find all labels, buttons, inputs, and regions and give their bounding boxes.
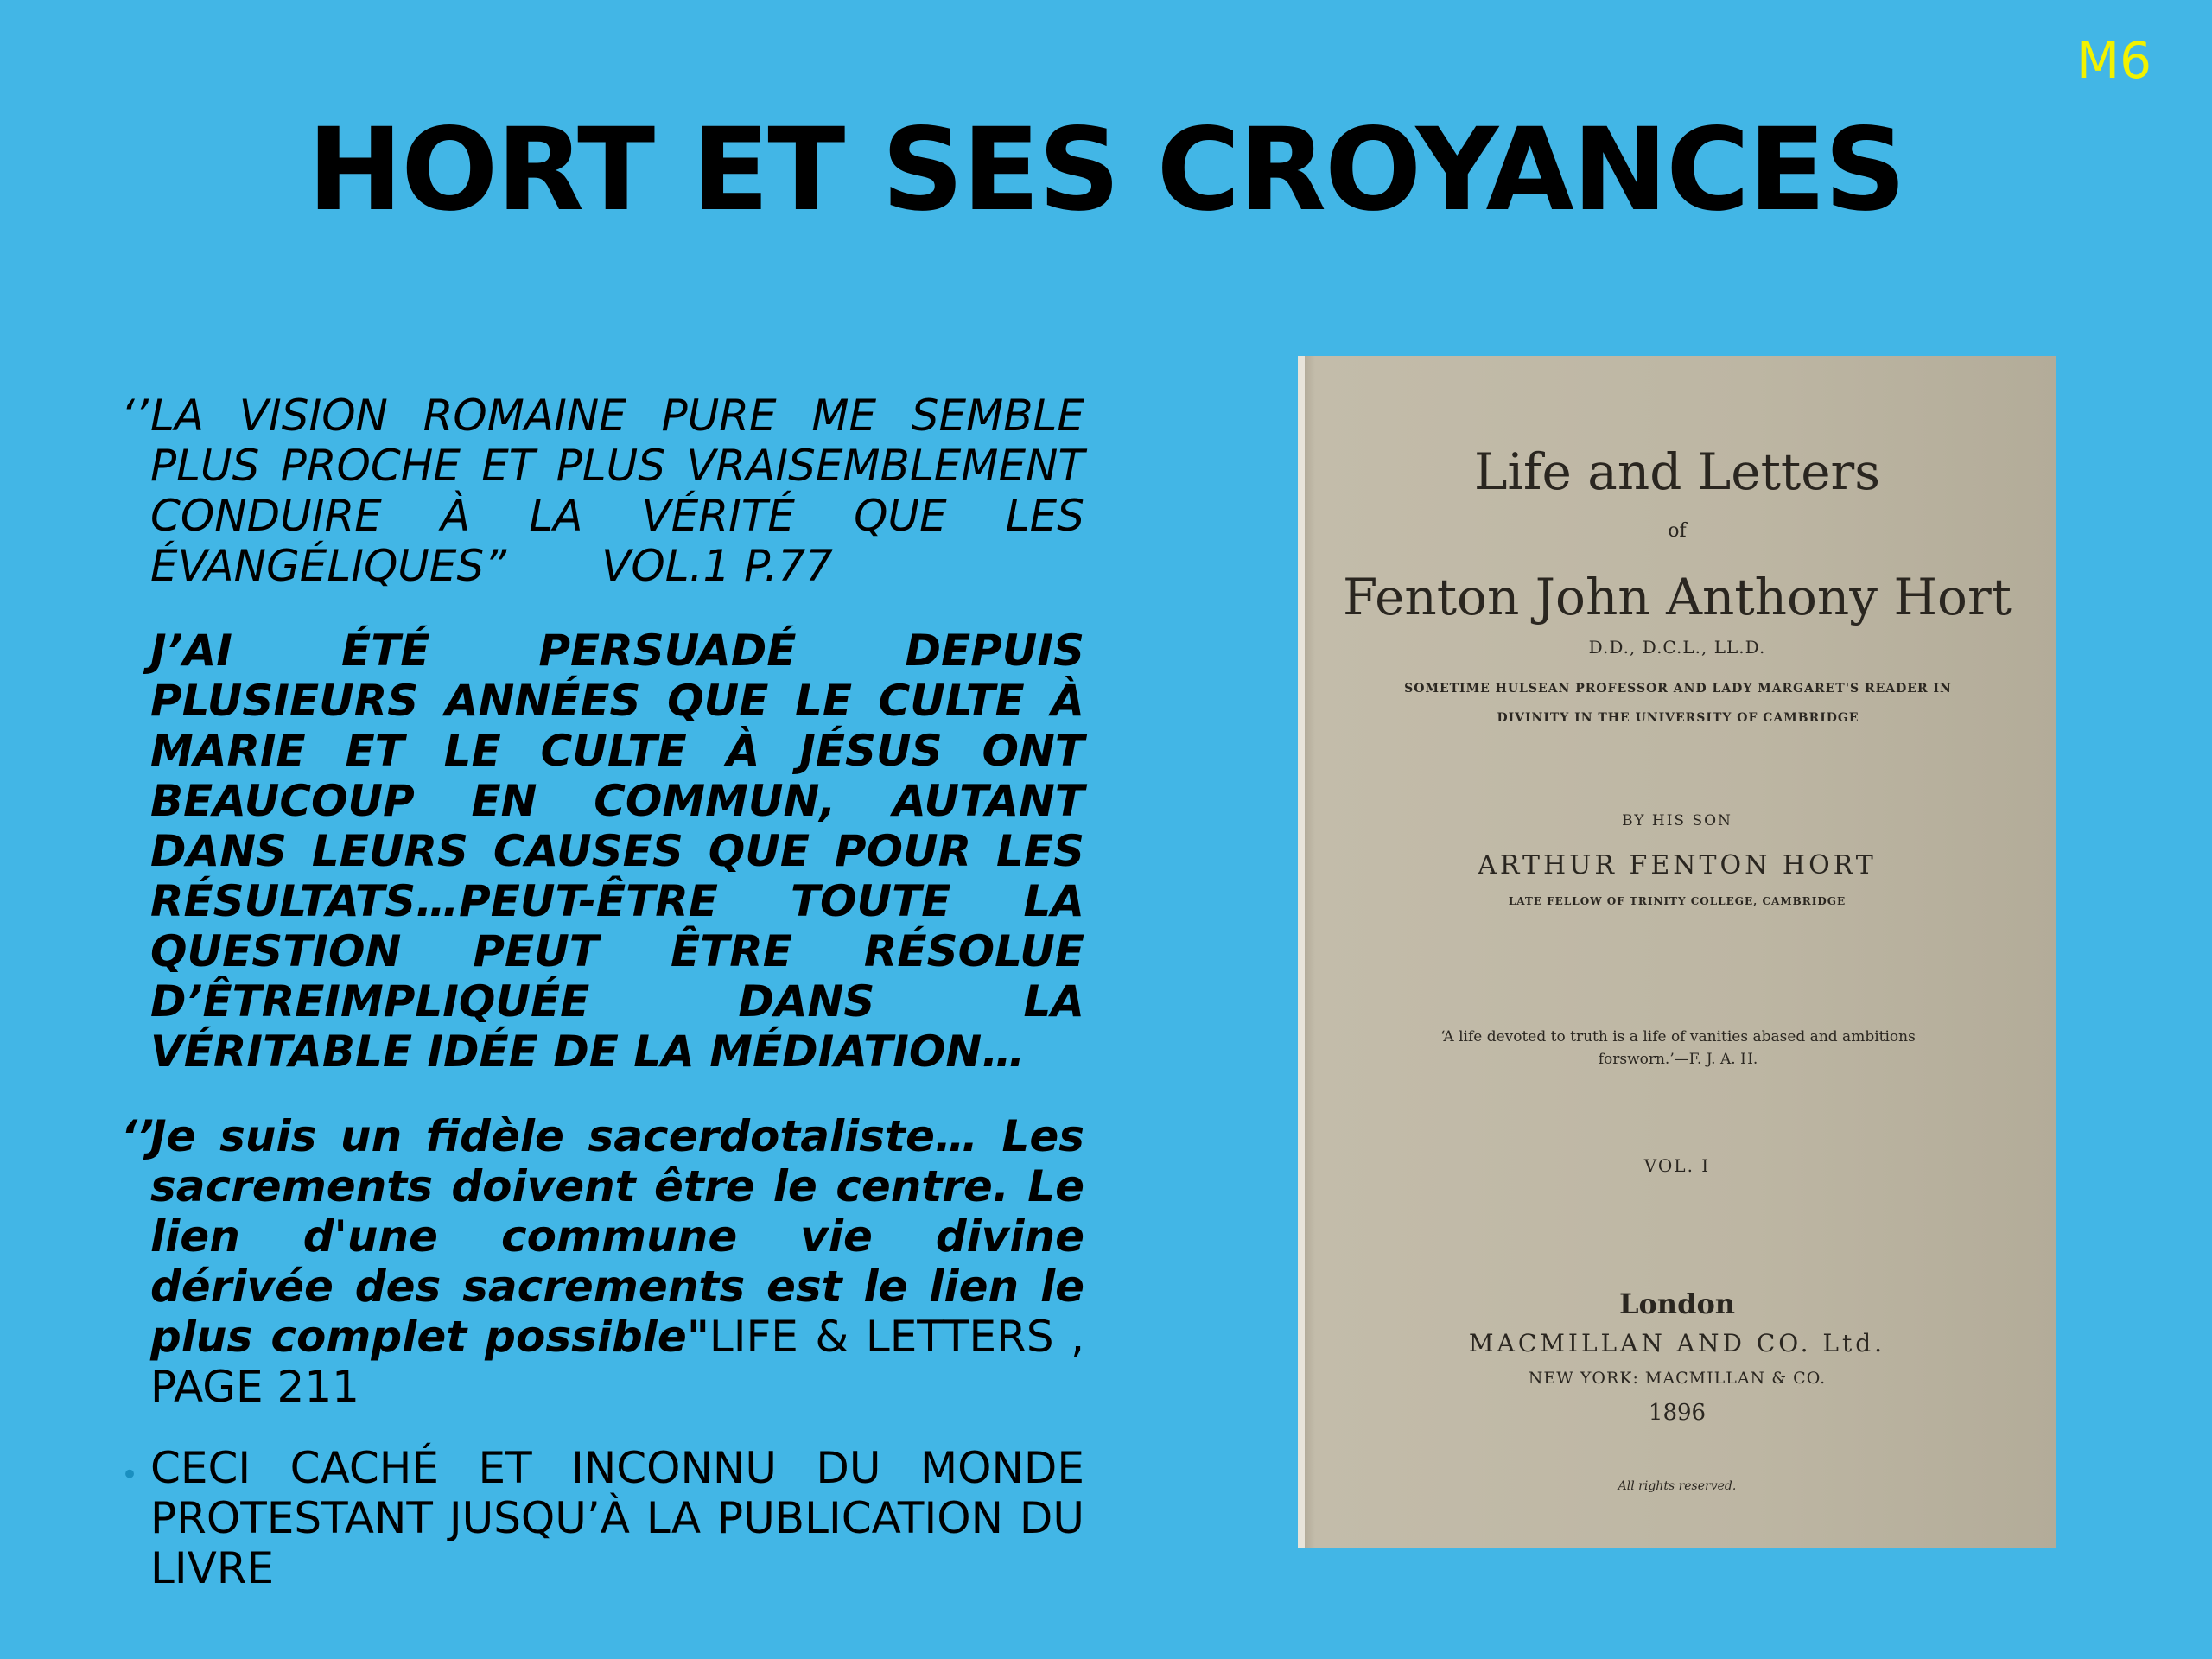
book-volume: VOL. I xyxy=(1643,1155,1711,1176)
book-epigraph: ‘A life devoted to truth is a life of vanities abased and ambitions forsworn.’—F. J. A. H. xyxy=(1440,1028,1916,1068)
book-of: of xyxy=(1668,520,1687,542)
bullet-text: CECI CACHÉ ET INCONNU DU MONDE PROTESTANT JUSQU’À LA PUBLICATION DU LIVRE xyxy=(150,1443,1084,1593)
quote-reference: LIFE & LETTERS , PAGE 211 xyxy=(150,1312,1084,1412)
book-degrees: D.D., D.C.L., LL.D. xyxy=(1588,637,1766,658)
book-publisher: MACMILLAN AND CO. Ltd. xyxy=(1468,1329,1886,1357)
book-subject-name: Fenton John Anthony Hort xyxy=(1343,568,2012,626)
quote-paragraph-3 xyxy=(121,1111,1084,1412)
quote-reference: VOL.1 P.77 xyxy=(601,541,833,591)
quote-text: Je suis un fidèle sacerdotaliste… Les sacrements doivent être le centre. Le lien d'une commune vie divine dérivée des sacrements est le lien le plus complet possible" xyxy=(150,1111,1084,1362)
slide-title: HORT ET SES CROYANCES xyxy=(307,104,1905,237)
quote-marker: ‘’ xyxy=(121,1111,154,1161)
quote-paragraph-1 xyxy=(121,391,1084,591)
bullet-icon: • xyxy=(121,1458,139,1492)
quote-marker: ‘’ xyxy=(121,391,149,441)
slide-label: M6 xyxy=(2076,31,2152,90)
quote-paragraph-2: J’AI ÉTÉ PERSUADÉ DEPUIS PLUSIEURS ANNÉES QUE LE CULTE À MARIE ET LE CULTE À JÉSUS ONT BEAUCOUP EN COMMUN, AUTANT DANS LEURS CAUSES QUE POUR LES RÉSULTATS…PEUT-ÊTRE TOUTE LA QUESTION PEUT ÊTRE RÉSOLUE D’ÊTREIMPLIQUÉE DANS LA VÉRITABLE IDÉE DE LA MÉDIATION… xyxy=(150,626,1084,1077)
quote-content xyxy=(121,391,1084,1593)
book-city: London xyxy=(1618,1287,1736,1320)
book-title-page-image xyxy=(1298,356,2056,1548)
book-author-title: LATE FELLOW OF TRINITY COLLEGE, CAMBRIDGE xyxy=(1508,895,1847,907)
book-rights: All rights reserved. xyxy=(1618,1479,1737,1493)
book-year: 1896 xyxy=(1648,1400,1707,1426)
book-by-line: BY HIS SON xyxy=(1622,812,1732,830)
book-publisher-ny: NEW YORK: MACMILLAN & CO. xyxy=(1528,1369,1827,1388)
book-professorship: SOMETIME HULSEAN PROFESSOR AND LADY MARGARET'S READER IN DIVINITY IN THE UNIVERSITY OF CAMBRIDGE xyxy=(1404,682,1952,725)
book-title: Life and Letters xyxy=(1473,442,1881,501)
bullet-paragraph xyxy=(121,1443,1084,1593)
book-author: ARTHUR FENTON HORT xyxy=(1478,850,1877,880)
quote-text: LA VISION ROMAINE PURE ME SEMBLE PLUS PROCHE ET PLUS VRAISEMBLEMENT CONDUIRE À LA VÉRITÉ QUE LES ÉVANGÉLIQUES” xyxy=(150,391,1084,591)
